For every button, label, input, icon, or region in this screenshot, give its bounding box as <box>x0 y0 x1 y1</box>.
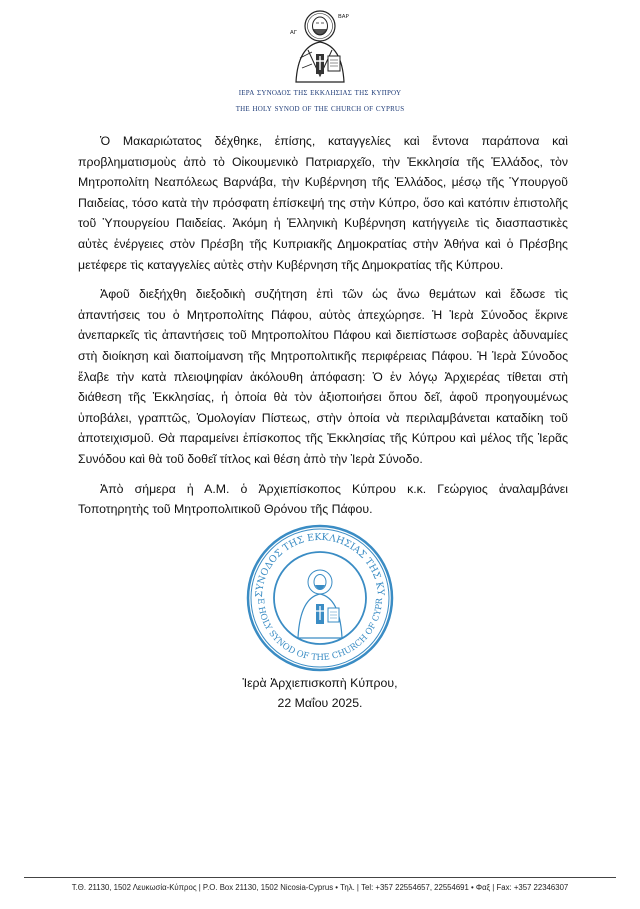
paragraph-2: Ἀφοῦ διεξήχθη διεξοδικὴ συζήτηση ἐπὶ τῶν ὡς ἄνω θεμάτων καὶ ἔδωσε τὶς ἀπαντήσεις του ὁ Μητροπολίτης Πάφου, αὐτὸς ἀπεχώρησε. Ἡ Ἱερὰ Σύνοδος ἔκρινε ἀνεπαρκεῖς τὶς ἀπαντήσεις τοῦ Μητροπολίτου Πάφου καὶ διεπίστωσε σοβαρὲς ἀδυναμίες στὴ διοίκηση καὶ διαποίμανση τῆς Μητροπολιτικῆς περιφέρειας Πάφου. Ἡ Ἱερὰ Σύνοδος ἔλαβε τὴν κατὰ πλειοψηφίαν ἀκόλουθη ἀπόφαση: Ὁ ἐν λόγῳ Ἀρχιερέας τίθεται στὴ διάθεση τῆς Ἐκκλησίας, ἡ ὁποία θὰ τὸν ἀξιοποιήσει ὅπου δεῖ, ἀφοῦ προηγουμένως ὑποβάλει, γραπτῶς, Ὁμολογίαν Πίστεως, στὴν ὁποία νὰ περιλαμβάνεται καταδίκη τοῦ ἀποτειχισμοῦ. Θὰ παραμείνει ἐπίσκοπος τῆς Ἐκκλησίας τῆς Κύπρου καὶ μέλος τῆς Ἱερᾶς Συνόδου καὶ θὰ τοῦ δοθεῖ τίτλος καὶ θέση ἀπὸ τὴν Ἱερὰ Σύνοδο. <box>78 287 568 466</box>
signature-place: Ἱερὰ Ἀρχιεπισκοπὴ Κύπρου, <box>242 676 398 690</box>
footer-divider <box>24 877 616 878</box>
holy-synod-seal-icon <box>246 524 394 672</box>
seal-inner-text: E HOLY SYNOD OF THE CHURCH OF CYPR <box>254 597 386 663</box>
header-title-greek <box>0 88 640 98</box>
saint-icon <box>282 6 358 84</box>
seal-outer-text: ΣΥΝΟΔΟΣ ΤΗΣ ΕΚΚΛΗΣΙΑΣ ΤΗΣ ΚΥ <box>253 531 387 598</box>
logo-left-text: ΑΓ <box>290 30 297 36</box>
signature-date: 22 Μαΐου 2025. <box>277 696 363 710</box>
footer-contact: Τ.Θ. 21130, 1502 Λευκωσία-Κύπρος | P.O. Box 21130, 1502 Nicosia-Cyprus • Τηλ. | Tel: +357 22554657, 22554691 • Φαξ | Fax: +357 22346307 <box>71 883 569 892</box>
letter-body <box>78 131 568 529</box>
header-title-english <box>0 104 640 114</box>
logo-right-text: ΒΑΡ <box>338 14 349 20</box>
header-line1: ιερα συνοδος της εκκλησιας της κυπρου <box>238 88 402 98</box>
header-line2: the holy synod of the church of cyprus <box>235 104 405 114</box>
paragraph-3: Ἀπὸ σήμερα ἡ Α.Μ. ὁ Ἀρχιεπίσκοπος Κύπρου κ.κ. Γεώργιος ἀναλαμβάνει Τοποτηρητὴς τοῦ Μητροπολιτικοῦ Θρόνου τῆς Πάφου. <box>78 481 568 517</box>
paragraph-1: Ὁ Μακαριώτατος δέχθηκε, ἐπίσης, καταγγελίες καὶ ἔντονα παράπονα καὶ προβληματισμοὺς ἀπὸ τὸ Οἰκουμενικὸ Πατριαρχεῖο, τὴν Ἐκκλησία τῆς Ἑλλάδος, τὸν Μητροπολίτη Νεαπόλεως Βαρνάβα, τὴν Κυβέρνηση τῆς Ἑλλάδος, μέσῳ τῆς Ὑπουργοῦ Παιδείας, τόσο κατὰ τὴν πρόσφατη ἐπίσκεψή της στὴν Κύπρο, ὅσο καὶ κατόπιν ἐπιστολῆς τοῦ Ὑπουργείου Παιδείας. Ἀκόμη ἡ Ἑλληνικὴ Κυβέρνηση κατήγγειλε τὶς διασπαστικὲς αὐτὲς ἐνέργειες στὸν Πρέσβη τῆς Κυπριακῆς Δημοκρατίας στὴν Ἀθήνα καὶ ὁ Πρέσβης μετέφερε τὶς καταγγελίες αὐτὲς στὴν Κυβέρνηση τῆς Δημοκρατίας τῆς Κύπρου. <box>78 134 568 272</box>
